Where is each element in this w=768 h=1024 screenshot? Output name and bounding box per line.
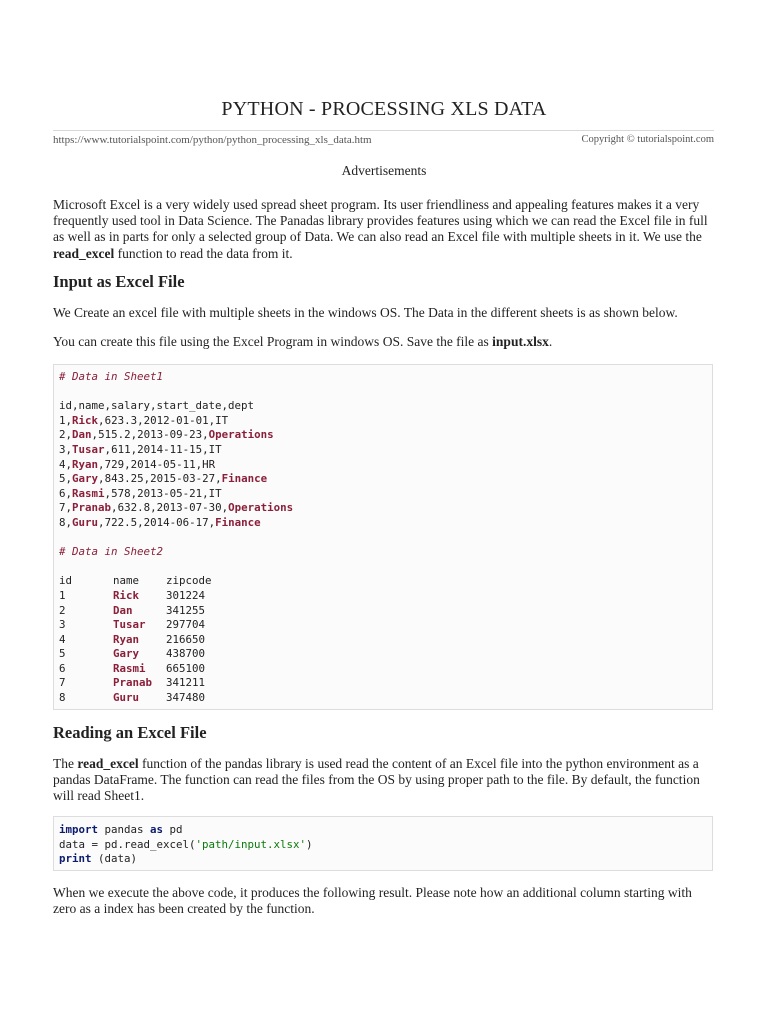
comma-separator: , (137, 413, 144, 427)
comma-separator: , (98, 472, 105, 486)
sheet2-cell (59, 662, 113, 677)
comma-separator: , (65, 515, 73, 529)
comma-separator: , (124, 457, 131, 471)
row-dept: IT (215, 413, 229, 427)
row-zipcode: 216650 (166, 632, 206, 646)
sheet2-row (59, 633, 212, 648)
comma-separator: , (202, 428, 209, 442)
row-start-date: 2014-11-15 (137, 442, 203, 456)
sheet2-cell (113, 604, 166, 619)
row-zipcode: 438700 (166, 647, 206, 661)
sheet2-cell (59, 647, 113, 662)
row-name: Rasmi (72, 486, 105, 500)
sheet1-row (59, 472, 712, 487)
row-start-date: 2013-09-23 (137, 428, 203, 442)
row-name: Guru (72, 515, 99, 529)
sheet1-header-line: id,name,salary,start_date,dept (59, 399, 255, 413)
row-name: Dan (113, 603, 133, 617)
code-token: ) (306, 837, 313, 851)
row-salary: 843.25 (104, 472, 144, 486)
sheet1-row (59, 428, 712, 443)
row-id: 1 (59, 588, 66, 602)
code-token: pandas (98, 823, 151, 836)
sheet2-cell (166, 618, 212, 633)
comma-separator: , (208, 515, 216, 529)
row-name: Tusar (113, 618, 146, 632)
row-salary: 722.5 (104, 515, 138, 529)
row-salary: 578 (111, 486, 131, 500)
sheet1-row (59, 443, 712, 458)
row-name: Rick (72, 413, 99, 427)
keyword-import: import (59, 823, 99, 836)
code-token: (data) (91, 852, 138, 866)
comma-separator: , (215, 472, 222, 486)
sheet2-cell (113, 589, 166, 604)
sheet2-cell (166, 676, 212, 691)
sheet2-cell (113, 633, 166, 648)
section1-paragraph-2 (53, 334, 717, 350)
sheet2-header-row (59, 574, 212, 589)
sheet1-rows (59, 414, 712, 531)
heading-reading-an-excel-file: Reading an Excel File (53, 723, 207, 742)
row-id: 3 (59, 442, 66, 456)
keyword-as: as (150, 823, 164, 836)
row-dept: IT (208, 486, 222, 500)
intro-text-1: Microsoft Excel is a very widely used spread sheet program. Its user friendliness and appealing features makes it a very frequently used tool in Data Science. The Panadas library provides features using which we can read the Excel file in full as well as in parts for only a selected group of Data. We can also read an Excel file with multiple sheets in it. We use the (53, 197, 708, 245)
copyright-notice: Copyright © tutorialspoint.com (581, 134, 714, 145)
sheet1-row (59, 516, 712, 531)
row-start-date: 2013-07-30 (156, 501, 222, 515)
filename-input-xlsx: input.xlsx (492, 334, 549, 349)
comma-separator: , (98, 457, 105, 471)
sheet2-cell (59, 589, 113, 604)
row-name: Guru (113, 691, 140, 705)
row-salary: 515.2 (98, 428, 131, 442)
section2-text-2: function of the pandas library is used read the content of an Excel file into the python environment as a pandas DataFrame. The function can read the files from the OS by using proper path to the file. By default, the function will read Sheet1. (53, 756, 700, 804)
row-zipcode: 301224 (166, 588, 206, 602)
row-id: 4 (59, 632, 66, 646)
comma-separator: , (208, 413, 216, 427)
sheet2-cell (113, 691, 166, 706)
sheet2-table (59, 574, 212, 705)
row-id: 7 (59, 501, 66, 515)
row-dept: HR (202, 457, 216, 471)
comma-separator: , (65, 428, 73, 442)
comma-separator: , (137, 515, 144, 529)
row-zipcode: 341211 (166, 676, 206, 690)
code-block-read-excel (53, 816, 713, 871)
row-name: Ryan (72, 457, 99, 471)
row-id: 3 (59, 618, 66, 632)
comma-separator: , (202, 486, 209, 500)
comma-separator: , (221, 501, 229, 515)
row-id: 4 (59, 457, 66, 471)
comma-separator: , (130, 442, 138, 456)
sheet2-cell (59, 604, 113, 619)
row-start-date: 2013-05-21 (137, 486, 203, 500)
row-zipcode: 341255 (166, 603, 206, 617)
comma-separator: , (104, 486, 112, 500)
sheet2-cell (59, 633, 113, 648)
sheet2-cell (166, 604, 212, 619)
code-line-read-excel (59, 838, 712, 853)
row-name: Pranab (72, 501, 112, 515)
sheet2-row (59, 676, 212, 691)
row-name: Rick (113, 588, 140, 602)
row-zipcode: 297704 (166, 618, 206, 632)
row-id: 1 (59, 413, 66, 427)
section2-text-1: The (53, 756, 78, 771)
comma-separator: , (202, 442, 209, 456)
row-id: 6 (59, 486, 66, 500)
section1-p2-text: You can create this file using the Excel Program in windows OS. Save the file as (53, 334, 493, 349)
row-name: Pranab (113, 676, 153, 690)
row-dept: Finance (215, 515, 261, 529)
page-title: PYTHON - PROCESSING XLS DATA (221, 98, 547, 120)
sheet2-cell (166, 589, 212, 604)
row-name: Tusar (72, 442, 105, 456)
sheet2-row (59, 691, 212, 706)
result-paragraph: When we execute the above code, it produces the following result. Please note how an additional column starting with zero as a index has been created by the function. (53, 885, 692, 917)
row-id: 5 (59, 472, 66, 486)
comma-separator: , (98, 413, 105, 427)
sheet1-row (59, 458, 712, 473)
sheet2-cell (59, 676, 113, 691)
row-salary: 623.3 (104, 413, 138, 427)
intro-text-2: function to read the data from it. (114, 245, 293, 261)
section2-paragraph (53, 756, 717, 805)
row-name: Dan (72, 428, 92, 442)
row-id: 2 (59, 603, 66, 617)
row-id: 7 (59, 676, 66, 690)
row-salary: 632.8 (117, 501, 151, 515)
sheet2-header-cell: zipcode (166, 574, 212, 588)
sheet2-row (59, 618, 212, 633)
row-start-date: 2012-01-01 (143, 413, 209, 427)
comma-separator: , (91, 428, 99, 442)
comma-separator: , (65, 501, 73, 515)
sheet2-cell (59, 691, 113, 706)
sheet2-cell (113, 618, 166, 633)
code-line-import (59, 823, 712, 838)
code-string-path: 'path/input.xlsx' (195, 837, 307, 851)
sheet1-row (59, 501, 712, 516)
sheet1-row (59, 487, 712, 502)
row-dept: Finance (221, 472, 268, 486)
row-id: 2 (59, 428, 66, 442)
row-dept: Operations (228, 501, 294, 515)
intro-paragraph (53, 197, 717, 262)
row-dept: Operations (208, 428, 274, 442)
sheet2-comment: # Data in Sheet2 (59, 545, 164, 559)
comma-separator: , (150, 501, 157, 515)
comma-separator: , (130, 486, 138, 500)
sheet1-row (59, 414, 712, 429)
comma-separator: , (65, 486, 73, 500)
row-id: 6 (59, 661, 66, 675)
row-salary: 611 (111, 442, 131, 456)
sheet2-cell (166, 633, 212, 648)
code-token: pd (163, 823, 183, 836)
sheet2-header-cell: name (113, 574, 140, 588)
sheet2-cell (113, 647, 166, 662)
row-zipcode: 347480 (166, 691, 206, 705)
keyword-print: print (59, 852, 92, 866)
row-start-date: 2014-05-11 (130, 457, 196, 471)
row-id: 5 (59, 647, 66, 661)
page-header-bar (53, 130, 714, 151)
comma-separator: , (65, 442, 73, 456)
sheet2-row (59, 647, 212, 662)
row-dept: IT (208, 442, 222, 456)
sheet2-cell (166, 691, 212, 706)
sheet2-row (59, 662, 212, 677)
sheet2-cell (113, 662, 166, 677)
sheet2-row (59, 589, 212, 604)
sheet2-cell (59, 618, 113, 633)
comma-separator: , (65, 413, 73, 427)
sheet2-header-cell: id (59, 574, 73, 588)
section1-paragraph-1: We Create an excel file with multiple sheets in the windows OS. The Data in the different sheets is as shown below. (53, 305, 678, 320)
row-start-date: 2015-03-27 (150, 472, 216, 486)
section1-p2-end: . (548, 334, 553, 349)
row-name: Rasmi (113, 661, 146, 675)
page-url-link[interactable]: https://www.tutorialspoint.com/python/python_processing_xls_data.htm (53, 134, 372, 146)
code-line-print (59, 852, 712, 867)
sheet2-cell (166, 647, 212, 662)
comma-separator: , (111, 501, 118, 515)
code-block-sheet-data (53, 364, 713, 710)
row-salary: 729 (104, 457, 125, 471)
sheet1-comment: # Data in Sheet1 (59, 370, 164, 383)
comma-separator: , (104, 442, 112, 456)
sheet2-cell (113, 676, 166, 691)
row-name: Gary (113, 647, 140, 661)
comma-separator: , (98, 515, 105, 529)
sheet2-cell (166, 662, 212, 677)
row-id: 8 (59, 515, 66, 529)
code-token: data = pd.read_excel( (59, 837, 196, 851)
comma-separator: , (130, 428, 138, 442)
row-id: 8 (59, 691, 66, 705)
sheet2-row (59, 604, 212, 619)
row-start-date: 2014-06-17 (143, 515, 209, 529)
comma-separator: , (65, 472, 73, 486)
row-name: Gary (72, 472, 99, 486)
row-name: Ryan (113, 632, 140, 646)
advertisements-label: Advertisements (341, 163, 427, 178)
section2-bold-read-excel: read_excel (77, 756, 139, 771)
row-zipcode: 665100 (166, 661, 206, 675)
comma-separator: , (143, 472, 151, 486)
comma-separator: , (195, 457, 203, 471)
comma-separator: , (65, 457, 73, 471)
heading-input-as-excel-file: Input as Excel File (53, 272, 185, 291)
intro-bold-read-excel: read_excel (53, 245, 115, 261)
